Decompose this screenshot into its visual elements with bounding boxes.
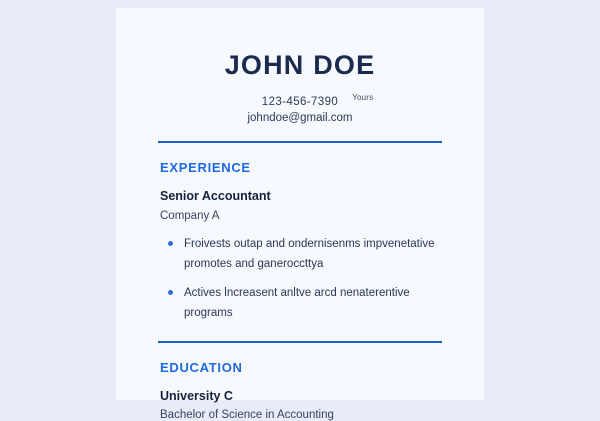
section-title-education: EDUCATION xyxy=(160,359,243,375)
job-company: Company A xyxy=(160,210,220,223)
education-degree: Bachelor of Science in Accounting xyxy=(160,408,334,421)
contact-extra-text: Yours xyxy=(352,92,374,102)
contact-email: johndoe@gmail.com xyxy=(247,112,353,125)
contact-phone-line xyxy=(142,94,458,111)
education-school: University C xyxy=(160,388,233,403)
experience-bullet-list xyxy=(142,234,458,324)
resume-page xyxy=(116,8,484,421)
list-item: Froivests outap and ondernisenms impvenetative promotes and ganeroccttya xyxy=(168,234,458,274)
job-role: Senior Accountant xyxy=(160,189,271,204)
contact-phone: 123-456-7390 xyxy=(261,95,339,108)
section-title-experience: EXPERIENCE xyxy=(160,160,251,176)
divider-experience xyxy=(158,141,442,143)
page-title: JOHN DOE xyxy=(224,50,376,80)
list-item: Actives lncreasent anltve arcd nenaterentive programs xyxy=(168,283,458,323)
divider-education xyxy=(158,341,442,343)
